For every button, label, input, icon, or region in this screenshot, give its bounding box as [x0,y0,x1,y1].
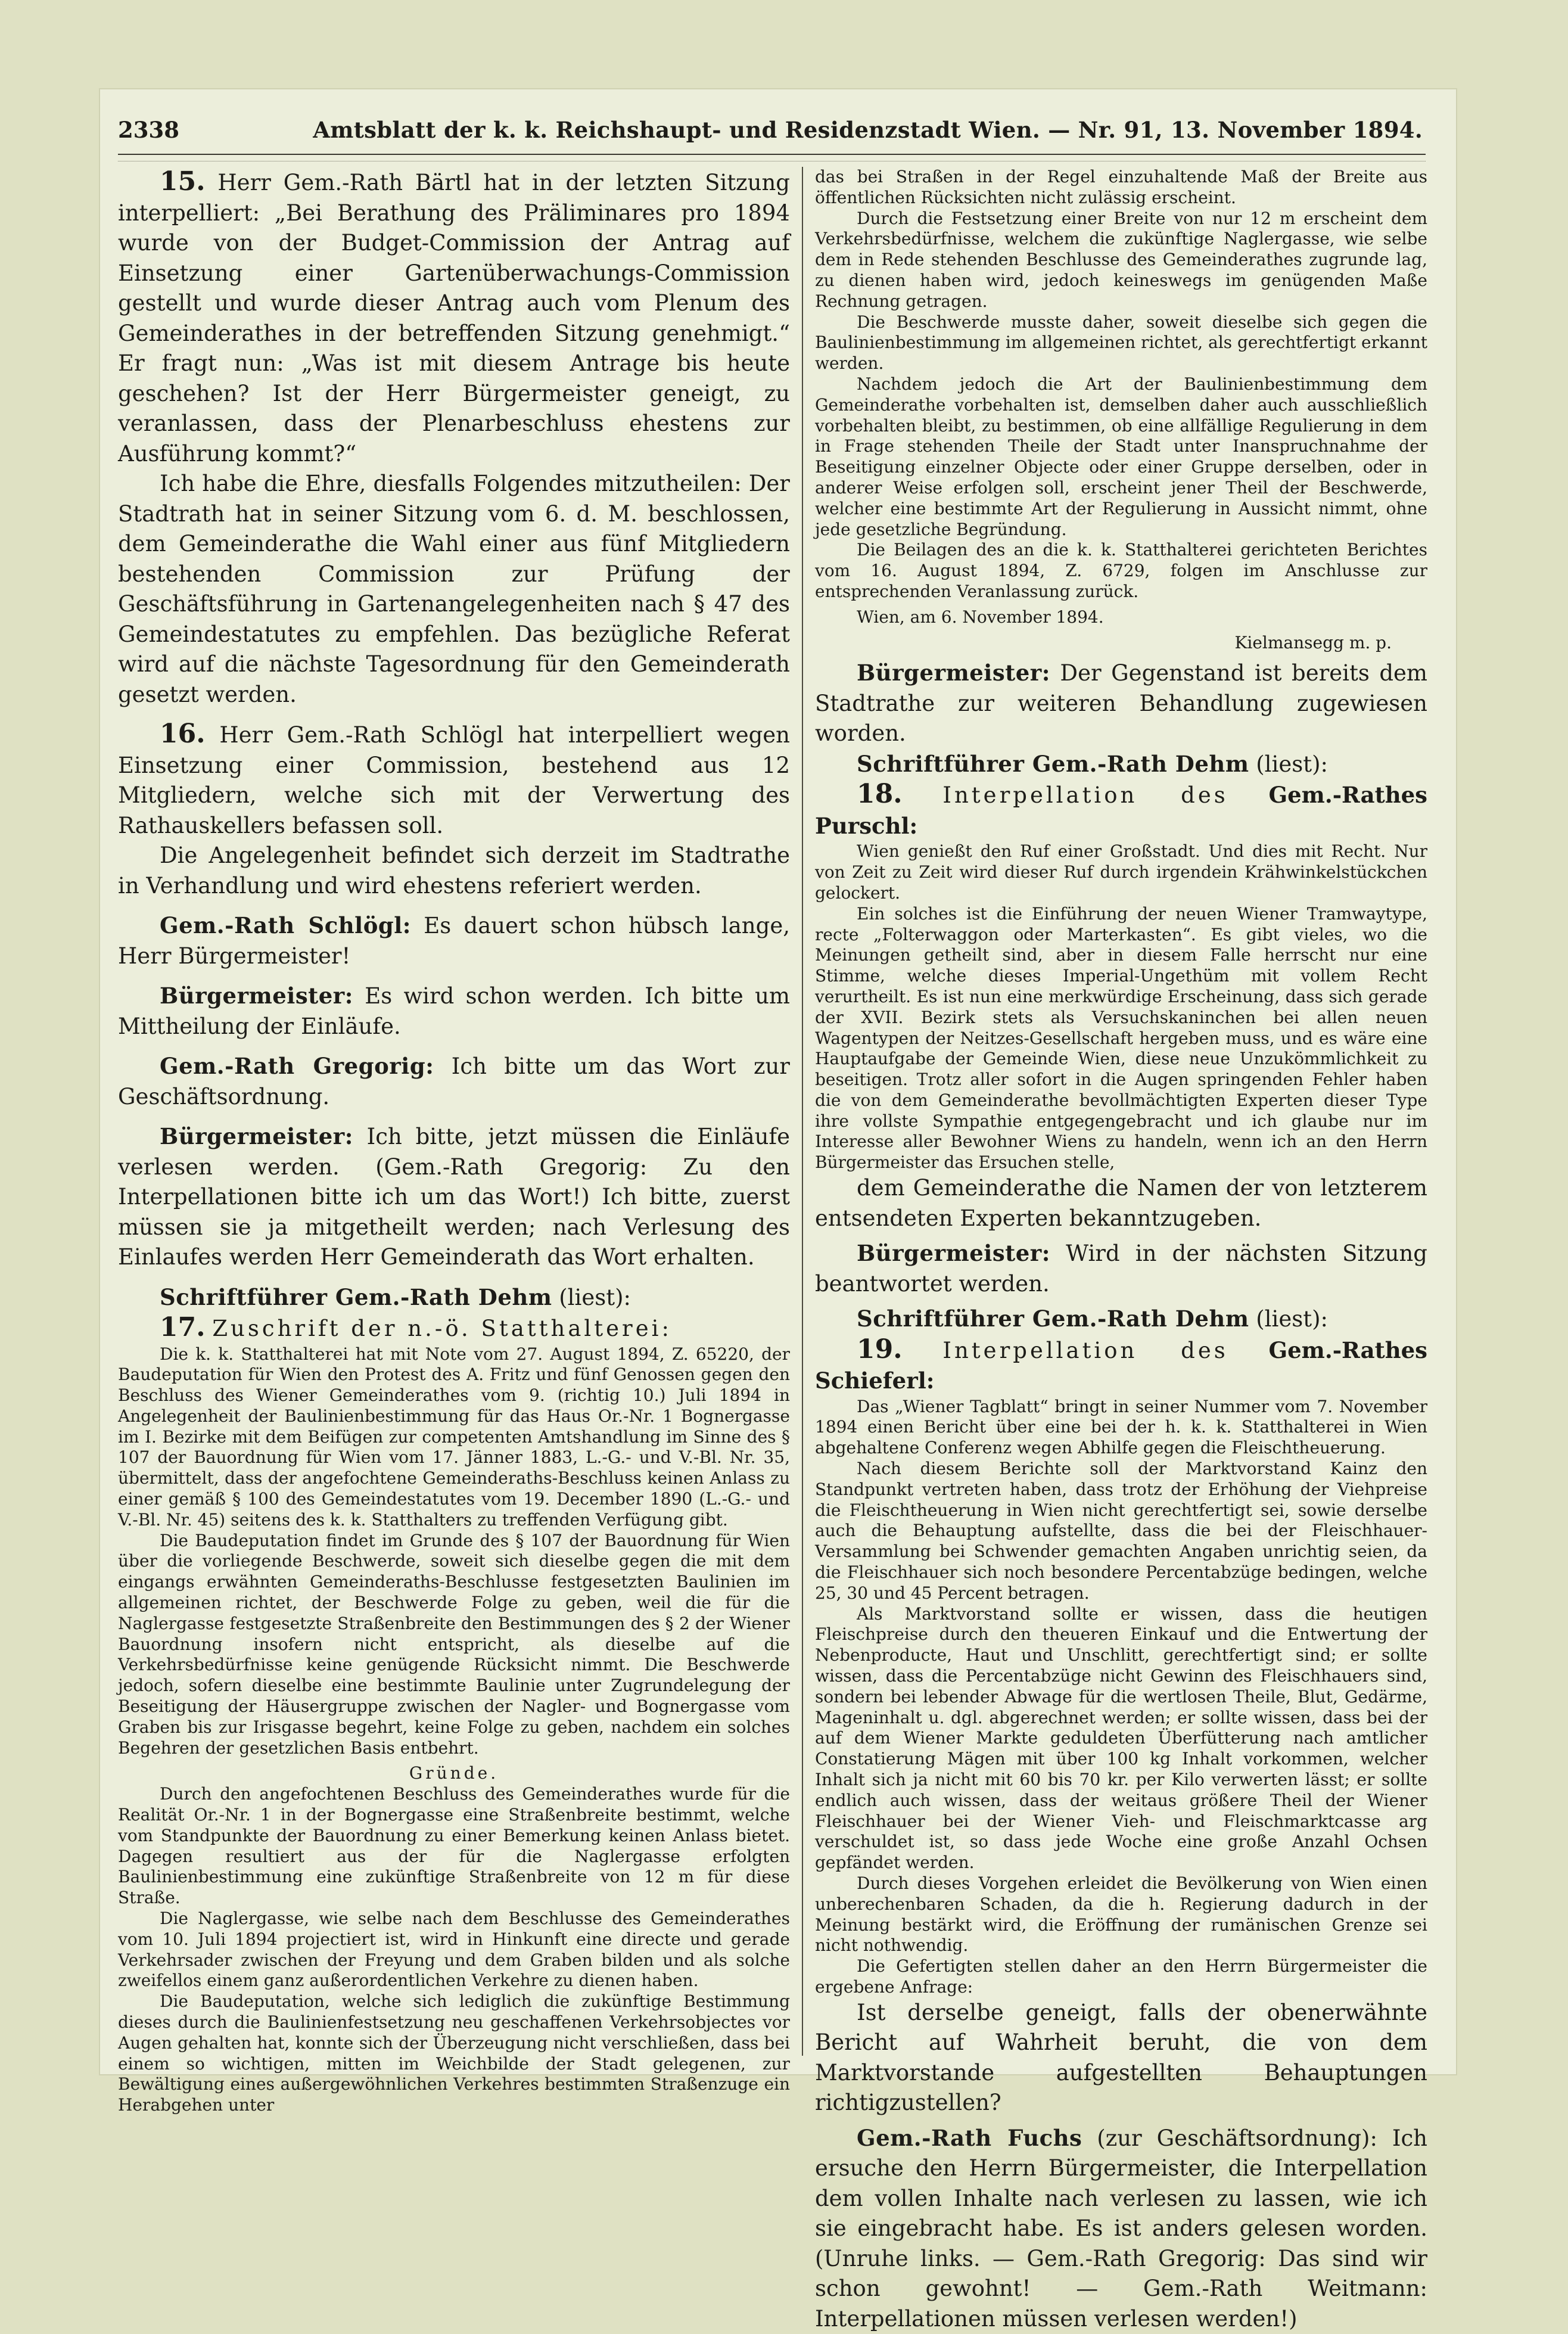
speaker-name: Gem.-Rath Schlögl: [160,912,411,938]
speech-text: Es wird schon werden. Ich bitte um Mittheilung der Einläufe. [118,983,791,1039]
item-17-body-2: Die Baudeputation findet im Grunde des § 107 der Bauordnung für Wien über die vorliegende Beschwerde, soweit sich dieselbe gegen die mit dem eingangs erwähnten Gemeinderaths-Beschlusse festgesetzten Baulinien im allgemeinen richtet, der Beschwerde Folge zu geben, weil die für die Naglergasse festgesetzte Straßenbreite den Bestimmungen des § 2 der Wiener Bauordnung insofern nicht entspricht, als dieselbe auf die Verkehrsbedürfnisse keine genügende Rücksicht nimmt. Die Beschwerde jedoch, sofern dieselbe eine bestimmte Baulinie unter Zugrundelegung der Beseitigung der Häusergruppe zwischen der Nagler- und Bognergasse vom Graben bis zur Irisgasse begehrt, keine Folge zu geben, nachdem ein solches Begehren der gesetzlichen Basis entbehrt. [118,1530,790,1758]
header-rule [118,154,1426,161]
speaker-name: Bürgermeister: [160,1123,353,1149]
speaker-name: Schriftführer Gem.-Rath Dehm [857,1306,1249,1332]
item-18-heading [815,779,1427,841]
item-19-number: 19. [857,1334,903,1365]
item-19-body-1: Das „Wiener Tagblatt“ bringt in seiner Nummer vom 7. November 1894 einen Bericht über eine bei der h. k. k. Statthalterei in Wien abgehaltene Conferenz wegen Abhilfe gegen die Fleischtheuerung. [815,1396,1427,1458]
item-15-number: 15. [160,166,206,197]
speaker-name: Bürgermeister: [160,983,353,1009]
item-18-title-a: Interpellation des [942,782,1228,809]
item-18-number: 18. [857,779,903,810]
speech-schriftfuehrer-2 [815,749,1427,780]
item-17-body-1: Die k. k. Statthalterei hat mit Note vom 27. August 1894, Z. 65220, der Baudeputation für Wien den Protest des A. Fritz und fünf Genossen gegen den Beschluss des Wiener Gemeinderathes vom 9. (richtig 10.) Juli 1894 in Angelegenheit der Baulinienbestimmung für das Haus Or.-Nr. 1 Bognergasse im I. Bezirke mit dem Beifügen zur competenten Amtshandlung im Sinne des § 107 der Bauordnung für Wien vom 17. Jänner 1883, L.-G.- und V.-Bl. Nr. 35, übermittelt, dass der angefochtene Gemeinderaths-Beschluss keinen Anlass zu einer gemäß § 100 des Gemeindestatutes vom 19. December 1890 (L.-G.- und V.-Bl. Nr. 45) seitens des k. k. Statthalters zu treffenden Verfügung gibt. [118,1344,790,1530]
item-19-title-a: Interpellation des [942,1337,1228,1363]
left-column [118,166,791,2115]
item-15 [118,167,790,469]
speaker-name: Schriftführer Gem.-Rath Dehm [160,1283,552,1310]
item-17-body-4: Die Naglergasse, wie selbe nach dem Beschlusse des Gemeinderathes vom 10. Juli 1894 projectiert ist, wird in Hinkunft eine directe und gerade Verkehrsader zwischen der Freyung und dem Graben bilden und als solche zweifellos einem ganz außerordentlichen Verkehre zu dienen haben. [118,1909,790,1991]
speech-text: Ich bitte um das Wort zur Geschäftsordnung. [118,1053,790,1109]
item-16 [118,719,790,841]
speech-text: (liest): [1256,1306,1329,1332]
item-15-answer: Ich habe die Ehre, diesfalls Folgendes mitzutheilen: Der Stadtrath hat in seiner Sitzung vom 6. d. M. beschlossen, dem Gemeinderathe die Wahl einer aus fünf Mitgliedern bestehenden Commission zur Prüfung der Geschäftsführung in Gartenangelegenheiten nach § 47 des Gemeindestatutes zu empfehlen. Das bezügliche Referat wird auf die nächste Tagesordnung für den Gemeinderath gesetzt werden. [118,471,790,707]
item-19-body-4: Durch dieses Vorgehen erleidet die Bevölkerung von Wien einen unberechenbaren Schaden, da die h. Regierung dadurch in der Meinung bestärkt wird, die Eröffnung der rumänischen Grenze sei nicht nothwendig. [815,1873,1427,1956]
item-17-date: Wien, am 6. November 1894. [857,607,1104,627]
speech-text: (zur Geschäftsordnung): Ich ersuche den Herrn Bürgermeister, die Interpellation dem vollen Inhalte nach verlesen zu lassen, wie ich sie eingebracht habe. Es ist anders gelesen worden. (Unruhe links. — Gem.-Rath Gregorig: Das sind wir schon gewohnt! — Gem.-Rath Weitmann: Interpellationen müssen verlesen werden!) [815,2125,1427,2332]
item-19-body-5: Die Gefertigten stellen daher an den Herrn Bürgermeister die ergebene Anfrage: [815,1956,1427,1997]
item-17-body-3: Durch den angefochtenen Beschluss des Gemeinderathes wurde für die Realität Or.-Nr. 1 in der Bognergasse eine Straßenbreite bestimmt, welche vom Standpunkte der Bauordnung zu einer Bemerkung keinen Anlass bietet. Dagegen resultiert aus der für die Naglergasse erfolgten Baulinienbestimmung eine zukünftige Straßenbreite von 12 m für diese Straße. [118,1784,790,1908]
speaker-name: Bürgermeister: [857,1240,1050,1267]
item-18-body-1: Wien genießt den Ruf einer Großstadt. Und dies mit Recht. Nur von Zeit zu Zeit wird dieser Ruf durch irgendein Krähwinkelstückchen gelockert. [815,841,1427,903]
speaker-name: Gem.-Rath Fuchs [857,2124,1082,2151]
item-17-cont-3: Die Beschwerde musste daher, soweit dieselbe sich gegen die Baulinienbestimmung im allgemeinen richtet, als gerechtfertigt erkannt werden. [815,312,1427,374]
item-17-cont-5: Die Beilagen des an die k. k. Statthalterei gerichteten Berichtes vom 16. August 1894, Z. 6729, folgen im Anschlusse zur entsprechenden Veranlassung zurück. [815,540,1427,601]
right-column [815,167,1427,2332]
speaker-name: Gem.-Rath Gregorig: [160,1053,434,1079]
speech-schriftfuehrer [118,1282,790,1313]
speech-text: (liest): [559,1284,631,1310]
speech-text: (liest): [1256,751,1329,777]
item-17-signature: Kielmansegg m. p. [1234,632,1392,652]
page-number: 2338 [118,117,179,143]
item-18-request: dem Gemeinderathe die Namen der von letzterem entsendeten Experten bekanntzugeben. [815,1175,1427,1231]
speech-text: Der Gegenstand ist bereits dem Stadtrathe zur weiteren Behandlung zugewiesen worden. [815,660,1427,747]
speech-text: Ich bitte, jetzt müssen die Einläufe verlesen werden. (Gem.-Rath Gregorig: Zu den Interpellationen bitte ich um das Wort!) Ich bitte, zuerst müssen sie ja mitgetheilt werden; nach Verlesung des Einlaufes werden Herr Gemeinderath das Wort erhalten. [118,1124,790,1270]
header-title: Amtsblatt der k. k. Reichshaupt- und Residenzstadt Wien. — Nr. 91, 13. November 1894. [313,117,1423,143]
item-19-heading [815,1335,1427,1397]
item-19-body-2: Nach diesem Berichte soll der Marktvorstand Kainz den Standpunkt vertreten haben, dass trotz der Erhöhung der Viehpreise die Fleischtheuerung in Wien nicht gerechtfertigt sei, sowie derselbe auch die Behauptung aufstellte, dass die bei der Fleischhauer-Versammlung bei Schwender gemachten Angaben unrichtig seien, da die Fleischhauer sich noch besondere Percentabzüge bedingen, welche 25, 30 und 45 Percent betragen. [815,1458,1427,1603]
item-17-cont-1: das bei Straßen in der Regel einzuhaltende Maß der Breite aus öffentlichen Rücksichten nicht zulässig erscheint. [815,167,1427,207]
speech-text: Es dauert schon hübsch lange, Herr Bürgermeister! [118,913,790,969]
speech-buergermeister-3 [815,658,1427,749]
speech-buergermeister-4 [815,1238,1427,1299]
item-17-cont-4: Nachdem jedoch die Art der Baulinienbestimmung dem Gemeinderathe vorbehalten ist, demselben daher auch ausschließlich vorbehalten bleibt, zu bestimmen, ob eine allfällige Regulierung in dem in Frage stehenden Theile der Stadt unter Inanspruchnahme der Beseitigung einzelner Objecte oder einer Gruppe derselben, oder in anderer Weise erfolgen soll, erscheint jener Theil der Beschwerde, welcher eine bestimmte Art der Regulierung in Aussicht nimmt, ohne jede gesetzliche Begründung. [815,374,1427,539]
speech-buergermeister [118,981,790,1042]
speaker-name: Schriftführer Gem.-Rath Dehm [857,750,1249,777]
page-header [118,117,1423,158]
item-18-body-2: Ein solches ist die Einführung der neuen Wiener Tramwaytype, recte „Folterwaggon oder Marterkasten“. Es gibt vieles, wo die Meinungen getheilt sind, aber in diesem Falle herrscht nur eine Stimme, welche dieses Imperial-Ungethüm mit vollem Recht verurtheilt. Es ist nun eine merkwürdige Erscheinung, dass sich gerade der XVII. Bezirk stets als Versuchskaninchen bei allen neuen Wagentypen der Neitzes-Gesellschaft hergeben muss, und es wäre eine Hauptaufgabe der Gemeinde Wien, diese neue Unzukömmlichkeit zu beseitigen. Trotz aller sofort in die Augen springenden Fehler haben die von dem Gemeinderathe bevollmächtigten Experten dieser Type ihre vollste Sympathie entgegengebracht und ich glaube nur im Interesse aller Bewohner Wiens zu handeln, wenn ich an den Herrn Bürgermeister das Ersuchen stelle, [815,903,1427,1173]
speech-schloegl [118,910,790,971]
column-divider [802,167,803,2056]
speech-schriftfuehrer-3 [815,1304,1427,1335]
item-17-gruende: Gründe. [409,1763,499,1783]
item-18-title-b: Gem.-Rathes Purschl: [815,782,1427,839]
item-17-heading [118,1313,790,1344]
speech-buergermeister-2 [118,1121,790,1273]
speech-gregorig [118,1051,790,1112]
item-17-cont-2: Durch die Festsetzung einer Breite von nur 12 m erscheint dem Verkehrsbedürfnisse, welchem die zukünftige Naglergasse, wie selbe dem in Rede stehenden Beschlusse des Gemeinderathes zugrunde lag, zu dienen haben wird, jedoch keineswegs im genügenden Maße Rechnung getragen. [815,208,1427,311]
item-16-text: Herr Gem.-Rath Schlögl hat interpelliert wegen Einsetzung einer Commission, bestehend aus 12 Mitgliedern, welche sich mit der Verwertung des Rathauskellers befassen soll. [118,722,790,838]
newspaper-page [100,89,1456,2332]
speech-fuchs [815,2123,1427,2334]
item-19-title-b: Gem.-Rathes Schieferl: [815,1337,1427,1394]
item-16-number: 16. [160,719,206,749]
item-19-question: Ist derselbe geneigt, falls der obenerwähnte Bericht auf Wahrheit beruht, die von dem Marktvorstande aufgestellten Behauptungen richtigzustellen? [815,1999,1427,2116]
item-16-answer: Die Angelegenheit befindet sich derzeit im Stadtrathe in Verhandlung und wird ehestens referiert werden. [118,843,790,899]
item-17-title: Zuschrift der n.-ö. Statthalterei: [212,1316,672,1341]
speaker-name: Bürgermeister: [857,660,1050,686]
speech-text: Wird in der nächsten Sitzung beantwortet werden. [815,1241,1427,1297]
item-19-body-3: Als Marktvorstand sollte er wissen, dass die heutigen Fleischpreise durch den theueren Einkauf und die Entwertung der Nebenproducte, Haut und Unschlitt, gerechtfertigt sind; er sollte wissen, dass die Percentabzüge nicht Gewinn des Fleischhauers sind, sondern bei lebender Abwage für die wertlosen Theile, Blut, Gedärme, Mageninhalt u. dgl. abgerechnet werden; er sollte wissen, dass bei der auf dem Wiener Markte geduldeten Überfütterung nach amtlicher Constatierung Mägen mit über 100 kg Inhalt vorkommen, welcher Inhalt sich ja nicht mit 60 bis 70 kr. per Kilo verwerten lässt; er sollte endlich auch wissen, dass der weitaus größere Theil der Wiener Fleischhauer bei der Wiener Vieh- und Fleischmarktcasse arg verschuldet ist, so dass jede Woche eine große Anzahl Ochsen gepfändet werden. [815,1603,1427,1873]
item-17-number: 17. [160,1312,206,1342]
item-15-text: Herr Gem.-Rath Bärtl hat in der letzten Sitzung interpelliert: „Bei Berathung des Präliminares pro 1894 wurde von der Budget-Commission der Antrag auf Einsetzung einer Gartenüberwachungs-Commission gestellt und wurde dieser Antrag auch vom Plenum des Gemeinderathes in der betreffenden Sitzung genehmigt.“ Er fragt nun: „Was ist mit diesem Antrage bis heute geschehen? Ist der Herr Bürgermeister geneigt, zu veranlassen, dass der Plenarbeschluss ehestens zur Ausführung kommt?“ [118,170,790,467]
item-17-body-5: Die Baudeputation, welche sich lediglich die zukünftige Bestimmung dieses durch die Baulinienfestsetzung neu geschaffenen Verkehrsobjectes vor Augen gehalten hat, konnte sich der Überzeugung nicht verschließen, dass bei einem so wichtigen, mitten im Weichbilde der Stadt gelegenen, zur Bewältigung eines außergewöhnlichen Verkehres bestimmten Straßenzuge ein Herabgehen unter [118,1991,790,2115]
